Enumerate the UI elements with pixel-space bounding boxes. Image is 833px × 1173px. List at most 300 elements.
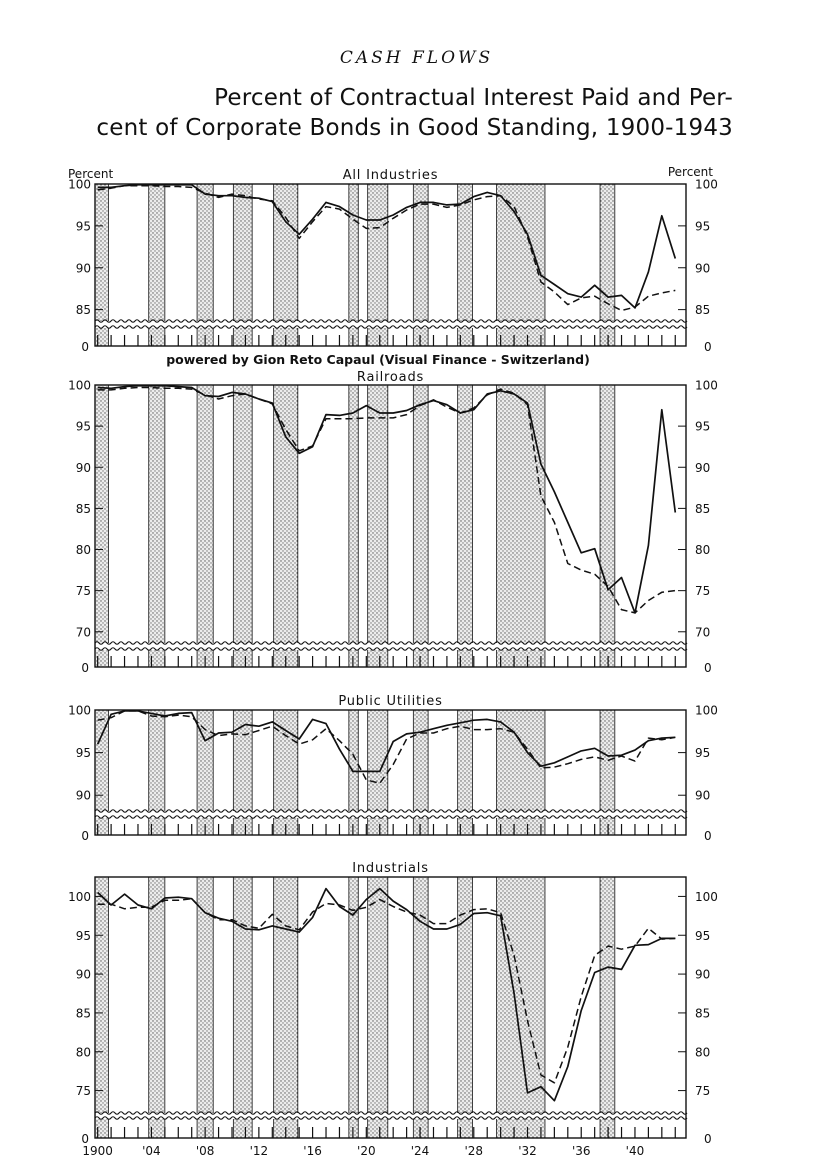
data-point-dashed	[352, 218, 354, 220]
shaded-period	[233, 877, 252, 1138]
data-point-dashed	[191, 716, 193, 718]
data-point-solid	[594, 972, 596, 974]
data-point-dashed	[392, 764, 394, 766]
data-point-solid	[379, 219, 381, 221]
data-point-dashed	[245, 393, 247, 395]
data-point-dashed	[231, 395, 233, 397]
shaded-period	[274, 385, 298, 667]
y-tick-label-left: 90	[75, 967, 91, 982]
data-point-solid	[231, 731, 233, 733]
data-point-dashed	[137, 906, 139, 908]
data-point-solid	[379, 412, 381, 414]
y-tick-label-left: 85	[75, 501, 91, 516]
panel-1	[68, 165, 718, 354]
data-point-dashed	[124, 185, 126, 187]
data-point-dashed	[513, 955, 515, 957]
data-point-solid	[553, 491, 555, 493]
data-point-solid	[298, 233, 300, 235]
data-point-solid	[661, 215, 663, 217]
shaded-period	[95, 877, 108, 1138]
data-point-dashed	[473, 199, 475, 201]
data-point-dashed	[473, 909, 475, 911]
data-point-solid	[433, 202, 435, 204]
data-point-dashed	[271, 725, 273, 727]
data-point-dashed	[406, 414, 408, 416]
data-point-dashed	[661, 292, 663, 294]
y-tick-label-right: 80	[695, 1045, 711, 1060]
data-point-dashed	[204, 394, 206, 396]
data-point-dashed	[634, 945, 636, 947]
data-point-dashed	[647, 927, 649, 929]
data-point-solid	[513, 211, 515, 213]
data-point-solid	[661, 409, 663, 411]
y-tick-label-right: 70	[695, 625, 711, 640]
data-point-dashed	[352, 753, 354, 755]
panel-4	[68, 861, 718, 1146]
data-point-solid	[540, 463, 542, 465]
data-point-dashed	[325, 418, 327, 420]
panel-title: Public Utilities	[338, 694, 443, 709]
data-point-dashed	[191, 388, 193, 390]
data-point-solid	[245, 928, 247, 930]
data-point-dashed	[621, 755, 623, 757]
data-point-solid	[339, 415, 341, 417]
shaded-period	[197, 385, 213, 667]
data-point-dashed	[527, 404, 529, 406]
data-point-solid	[365, 770, 367, 772]
data-point-solid	[352, 412, 354, 414]
shaded-period	[349, 385, 358, 667]
data-point-dashed	[298, 929, 300, 931]
shaded-period	[95, 385, 108, 667]
data-point-dashed	[218, 398, 220, 400]
plot-frame	[95, 385, 686, 667]
data-point-dashed	[298, 450, 300, 452]
shaded-period	[413, 385, 428, 667]
data-point-dashed	[540, 281, 542, 283]
data-point-dashed	[285, 925, 287, 927]
watermark-text: powered by Gion Reto Capaul (Visual Finance - Switzerland)	[166, 352, 590, 367]
data-point-solid	[218, 732, 220, 734]
data-point-dashed	[580, 996, 582, 998]
data-point-solid	[325, 888, 327, 890]
data-point-dashed	[271, 403, 273, 405]
data-point-dashed	[594, 756, 596, 758]
data-point-dashed	[540, 495, 542, 497]
data-point-dashed	[177, 387, 179, 389]
data-point-dashed	[419, 732, 421, 734]
data-point-solid	[607, 966, 609, 968]
data-point-solid	[97, 387, 99, 389]
data-point-dashed	[218, 735, 220, 737]
data-point-solid	[325, 723, 327, 725]
data-point-solid	[486, 912, 488, 914]
y-tick-label-left: 80	[75, 543, 91, 558]
data-point-solid	[352, 214, 354, 216]
data-point-dashed	[433, 203, 435, 205]
data-point-dashed	[379, 417, 381, 419]
shaded-period	[349, 877, 358, 1138]
data-point-dashed	[392, 906, 394, 908]
data-point-solid	[674, 512, 676, 514]
data-point-solid	[137, 904, 139, 906]
data-point-dashed	[661, 739, 663, 741]
shaded-period	[368, 877, 388, 1138]
data-point-dashed	[473, 407, 475, 409]
x-tick-label: '04	[142, 1144, 161, 1158]
data-point-dashed	[258, 398, 260, 400]
data-point-dashed	[312, 911, 314, 913]
data-point-dashed	[647, 737, 649, 739]
y-tick-label-left: 95	[75, 419, 91, 434]
y-tick-label-right: 90	[695, 460, 711, 475]
y-tick-label-left: 100	[68, 378, 91, 393]
data-point-dashed	[661, 591, 663, 593]
data-point-dashed	[527, 1020, 529, 1022]
y-tick-label-right: 95	[695, 928, 711, 943]
data-point-dashed	[419, 405, 421, 407]
data-point-dashed	[419, 914, 421, 916]
data-point-dashed	[406, 911, 408, 913]
data-point-dashed	[419, 203, 421, 205]
data-point-dashed	[446, 406, 448, 408]
data-point-solid	[177, 713, 179, 715]
data-point-dashed	[594, 295, 596, 297]
data-point-dashed	[352, 909, 354, 911]
data-point-solid	[191, 387, 193, 389]
data-point-dashed	[674, 937, 676, 939]
y-tick-label-right: 75	[695, 584, 711, 599]
y-tick-label-right: 90	[695, 967, 711, 982]
data-point-dashed	[298, 743, 300, 745]
data-point-dashed	[459, 914, 461, 916]
data-point-dashed	[607, 945, 609, 947]
zero-label-left: 0	[81, 1132, 89, 1146]
data-point-solid	[231, 195, 233, 197]
data-point-dashed	[379, 782, 381, 784]
data-point-dashed	[110, 717, 112, 719]
data-point-solid	[513, 993, 515, 995]
data-point-solid	[580, 750, 582, 752]
data-point-dashed	[137, 710, 139, 712]
data-point-solid	[177, 386, 179, 388]
data-point-solid	[151, 385, 153, 387]
data-point-solid	[473, 719, 475, 721]
y-tick-label-left: 85	[75, 1006, 91, 1021]
data-point-dashed	[607, 586, 609, 588]
y-tick-label-right: 95	[695, 746, 711, 761]
data-point-dashed	[137, 185, 139, 187]
data-point-solid	[379, 770, 381, 772]
data-point-dashed	[446, 923, 448, 925]
data-point-dashed	[151, 185, 153, 187]
data-point-solid	[647, 271, 649, 273]
shaded-period	[600, 385, 615, 667]
data-point-dashed	[527, 236, 529, 238]
data-point-dashed	[271, 913, 273, 915]
data-point-dashed	[433, 732, 435, 734]
x-tick-label: '28	[464, 1144, 484, 1158]
panel-2	[68, 370, 718, 675]
data-point-dashed	[607, 759, 609, 761]
zero-label-right: 0	[704, 661, 712, 675]
plot-frame	[95, 877, 686, 1138]
data-point-solid	[177, 184, 179, 186]
y-tick-label-right: 90	[695, 788, 711, 803]
y-tick-label-left: 95	[75, 219, 91, 234]
data-point-dashed	[446, 728, 448, 730]
data-point-solid	[406, 733, 408, 735]
data-point-solid	[553, 762, 555, 764]
data-point-solid	[151, 908, 153, 910]
data-point-dashed	[271, 200, 273, 202]
data-point-dashed	[365, 227, 367, 229]
data-point-solid	[271, 721, 273, 723]
data-point-dashed	[459, 725, 461, 727]
data-point-solid	[567, 521, 569, 523]
data-point-solid	[218, 396, 220, 398]
data-point-solid	[446, 724, 448, 726]
data-point-solid	[607, 296, 609, 298]
data-point-dashed	[124, 710, 126, 712]
data-point-solid	[365, 899, 367, 901]
data-point-solid	[500, 721, 502, 723]
data-point-solid	[285, 730, 287, 732]
data-point-solid	[339, 206, 341, 208]
data-point-solid	[285, 221, 287, 223]
data-point-dashed	[580, 297, 582, 299]
data-point-solid	[446, 928, 448, 930]
data-point-solid	[97, 186, 99, 188]
x-tick-label: '36	[571, 1144, 591, 1158]
data-point-dashed	[258, 198, 260, 200]
data-point-dashed	[204, 912, 206, 914]
data-point-solid	[406, 410, 408, 412]
data-point-solid	[312, 916, 314, 918]
data-point-solid	[527, 233, 529, 235]
data-point-dashed	[258, 730, 260, 732]
data-point-dashed	[634, 612, 636, 614]
chart-panels	[68, 165, 718, 1158]
data-point-solid	[419, 202, 421, 204]
x-tick-label: '12	[249, 1144, 269, 1158]
y-tick-label-left: 75	[75, 1084, 91, 1099]
data-point-solid	[459, 923, 461, 925]
running-head: CASH FLOWS	[339, 48, 494, 68]
data-point-solid	[419, 920, 421, 922]
data-point-dashed	[365, 779, 367, 781]
data-point-dashed	[594, 573, 596, 575]
data-point-solid	[607, 755, 609, 757]
data-point-dashed	[285, 217, 287, 219]
data-point-solid	[352, 770, 354, 772]
data-point-dashed	[110, 389, 112, 391]
data-point-solid	[527, 1092, 529, 1094]
data-point-dashed	[500, 912, 502, 914]
data-point-solid	[567, 756, 569, 758]
data-point-solid	[433, 728, 435, 730]
data-point-dashed	[567, 763, 569, 765]
data-point-solid	[204, 740, 206, 742]
data-point-solid	[392, 412, 394, 414]
data-point-solid	[97, 892, 99, 894]
data-point-solid	[258, 725, 260, 727]
y-tick-label-left: 75	[75, 584, 91, 599]
data-point-solid	[285, 928, 287, 930]
data-point-solid	[191, 184, 193, 186]
data-point-solid	[661, 737, 663, 739]
data-point-dashed	[540, 767, 542, 769]
data-point-dashed	[325, 206, 327, 208]
data-point-dashed	[379, 899, 381, 901]
data-point-solid	[151, 713, 153, 715]
y-tick-label-right: 100	[695, 177, 718, 192]
data-point-solid	[674, 258, 676, 260]
data-point-dashed	[325, 728, 327, 730]
data-point-solid	[446, 204, 448, 206]
y-tick-label-left: 85	[75, 303, 91, 318]
data-point-solid	[245, 724, 247, 726]
data-point-dashed	[446, 207, 448, 209]
data-point-dashed	[365, 417, 367, 419]
x-tick-label: '16	[303, 1144, 322, 1158]
data-point-solid	[164, 897, 166, 899]
y-tick-label-left: 90	[75, 261, 91, 276]
data-point-dashed	[258, 927, 260, 929]
shaded-period	[600, 877, 615, 1138]
panel-title: All Industries	[342, 168, 439, 183]
data-point-solid	[137, 385, 139, 387]
data-point-dashed	[486, 394, 488, 396]
data-point-solid	[459, 722, 461, 724]
panel-title: Industrials	[352, 861, 429, 876]
data-point-solid	[634, 749, 636, 751]
data-point-dashed	[500, 388, 502, 390]
data-point-dashed	[513, 392, 515, 394]
data-point-dashed	[110, 903, 112, 905]
data-point-dashed	[661, 938, 663, 940]
data-point-dashed	[674, 736, 676, 738]
data-point-dashed	[204, 729, 206, 731]
data-point-dashed	[231, 919, 233, 921]
data-point-solid	[621, 294, 623, 296]
shaded-period	[149, 385, 165, 667]
y-tick-label-right: 90	[695, 261, 711, 276]
data-point-dashed	[365, 906, 367, 908]
y-tick-label-left: 100	[68, 889, 91, 904]
data-point-solid	[567, 1066, 569, 1068]
data-point-solid	[406, 909, 408, 911]
data-point-dashed	[634, 306, 636, 308]
data-point-dashed	[621, 609, 623, 611]
y-tick-label-right: 95	[695, 419, 711, 434]
data-point-solid	[446, 404, 448, 406]
figure-title-line-2: cent of Corporate Bonds in Good Standing, 1900-1943	[96, 115, 733, 141]
zero-label-right: 0	[704, 1132, 712, 1146]
data-point-solid	[245, 197, 247, 199]
data-point-dashed	[607, 303, 609, 305]
data-point-solid	[379, 888, 381, 890]
data-point-dashed	[285, 429, 287, 431]
data-point-dashed	[513, 731, 515, 733]
data-point-solid	[124, 893, 126, 895]
y-tick-label-left: 90	[75, 460, 91, 475]
x-tick-label: 1900	[82, 1144, 113, 1158]
data-point-dashed	[594, 955, 596, 957]
data-point-solid	[580, 1010, 582, 1012]
y-tick-label-right: 75	[695, 1084, 711, 1099]
shaded-period	[497, 877, 545, 1138]
data-point-solid	[298, 452, 300, 454]
data-point-dashed	[513, 206, 515, 208]
data-point-dashed	[580, 759, 582, 761]
data-point-dashed	[379, 227, 381, 229]
shaded-period	[274, 877, 298, 1138]
data-point-solid	[621, 577, 623, 579]
data-point-solid	[527, 752, 529, 754]
data-point-dashed	[97, 903, 99, 905]
data-point-dashed	[137, 387, 139, 389]
data-point-solid	[177, 896, 179, 898]
y-tick-label-right: 85	[695, 501, 711, 516]
zero-label-left: 0	[81, 829, 89, 843]
data-point-dashed	[500, 195, 502, 197]
data-point-solid	[352, 914, 354, 916]
data-point-solid	[392, 741, 394, 743]
y-tick-label-left: 100	[68, 703, 91, 718]
data-point-dashed	[647, 295, 649, 297]
data-point-solid	[621, 969, 623, 971]
data-point-dashed	[177, 899, 179, 901]
data-point-dashed	[218, 919, 220, 921]
data-point-dashed	[406, 738, 408, 740]
figure-title-line-1: Percent of Contractual Interest Paid and Per-	[214, 85, 733, 111]
data-point-dashed	[97, 719, 99, 721]
y-tick-label-left: 100	[68, 177, 91, 192]
data-point-solid	[285, 436, 287, 438]
x-tick-label: '24	[410, 1144, 430, 1158]
data-point-dashed	[540, 1074, 542, 1076]
data-point-dashed	[567, 563, 569, 565]
data-point-solid	[594, 548, 596, 550]
data-point-solid	[365, 405, 367, 407]
shaded-period	[233, 385, 252, 667]
data-point-solid	[164, 184, 166, 186]
data-point-dashed	[151, 906, 153, 908]
data-point-dashed	[553, 1082, 555, 1084]
y-tick-label-left: 95	[75, 928, 91, 943]
data-point-dashed	[245, 734, 247, 736]
x-tick-label: '08	[195, 1144, 215, 1158]
data-point-dashed	[312, 221, 314, 223]
data-point-dashed	[231, 193, 233, 195]
data-point-solid	[312, 218, 314, 220]
data-point-dashed	[339, 418, 341, 420]
data-point-solid	[553, 1100, 555, 1102]
data-point-dashed	[325, 903, 327, 905]
panel-3	[68, 694, 718, 843]
data-point-solid	[110, 713, 112, 715]
data-point-dashed	[164, 186, 166, 188]
data-point-solid	[647, 545, 649, 547]
data-point-dashed	[674, 289, 676, 291]
data-point-solid	[540, 274, 542, 276]
data-point-solid	[647, 944, 649, 946]
shaded-period	[149, 877, 165, 1138]
y-tick-label-left: 70	[75, 625, 91, 640]
data-point-dashed	[459, 412, 461, 414]
data-point-dashed	[164, 899, 166, 901]
